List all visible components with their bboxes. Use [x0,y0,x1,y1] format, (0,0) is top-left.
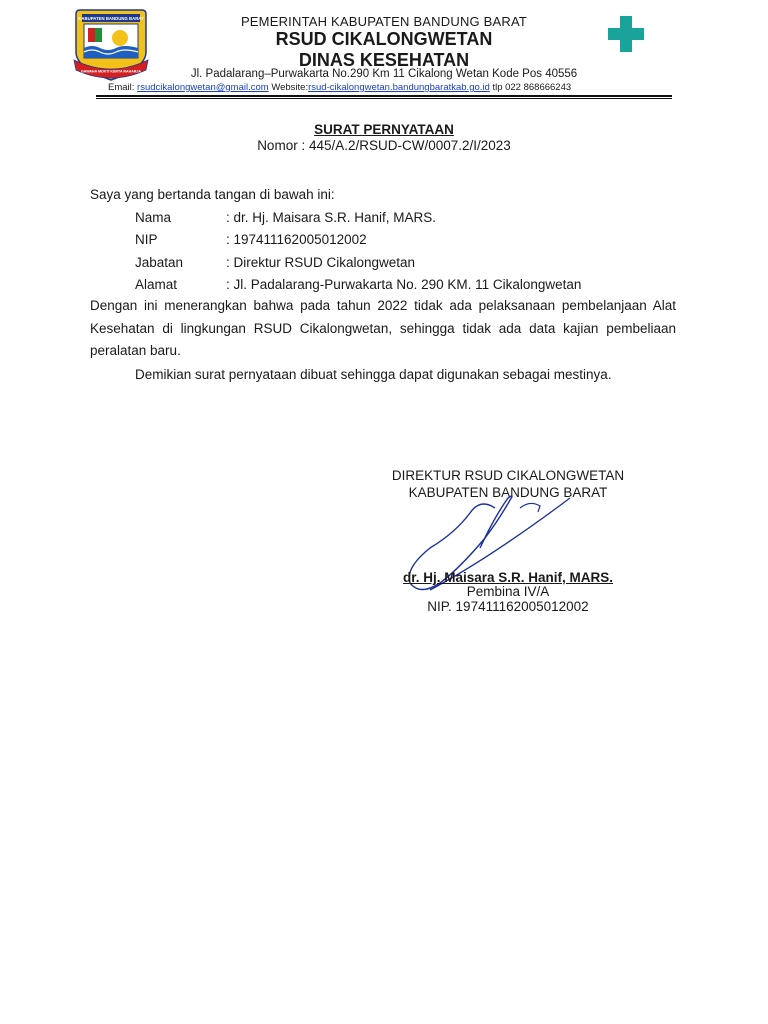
website-link[interactable]: rsud-cikalongwetan.bandungbaratkab.go.id [308,82,490,93]
field-value-nama: : dr. Hj. Maisara S.R. Hanif, MARS. [226,210,437,225]
signatory-rank: Pembina IV/A [466,584,550,599]
email-label: Email: [108,82,135,93]
hospital-address: Jl. Padalarang–Purwakarta No.290 Km 11 Cikalong Wetan Kode Pos 40556 [190,68,578,80]
signatory-nip: NIP. 197411162005012002 [427,599,589,614]
field-label-alamat: Alamat [135,277,178,292]
email-link[interactable]: rsudcikalongwetan@gmail.com [137,82,269,93]
contact-line [108,82,571,93]
government-name: PEMERINTAH KABUPATEN BANDUNG BARAT [240,14,528,29]
field-value-jabatan: : Direktur RSUD Cikalongwetan [226,255,416,270]
letterhead-divider-thin [96,98,672,99]
document-title: SURAT PERNYATAAN [314,122,454,137]
field-value-nip: : 197411162005012002 [226,232,367,247]
field-label-jabatan: Jabatan [135,255,184,270]
closing-text: Demikian surat pernyataan dibuat sehingga dapat digunakan sebagai mestinya. [135,367,612,382]
signatory-position-line1: DIREKTUR RSUD CIKALONGWETAN [391,468,625,483]
field-label-nama: Nama [135,210,172,225]
document-number: Nomor : 445/A.2/RSUD-CW/0007.2/I/2023 [257,138,511,153]
phone-number: tlp 022 868666243 [492,82,572,93]
signatory-name: dr. Hj. Maisara S.R. Hanif, MARS. [402,570,614,585]
emblem-motto: GAWAHA MUKTI KERTA RAHARJA [81,69,141,74]
website-label: Website: [271,82,309,93]
intro-text: Saya yang bertanda tangan di bawah ini: [90,187,335,202]
statement-paragraph: Dengan ini menerangkan bahwa pada tahun 2022 tidak ada pelaksanaan pembelanjaan Alat Kesehatan di lingkungan RSUD Cikalongwetan, sehingga tidak ada data kajian pembeliaan peralatan baru. [90,298,676,359]
field-value-alamat: : Jl. Padalarang-Purwakarta No. 290 KM. 11 Cikalongwetan [226,277,582,292]
department-name: DINAS KESEHATAN [298,50,470,70]
signatory-position-line2: KABUPATEN BANDUNG BARAT [408,485,608,500]
letterhead-divider [96,95,672,97]
hospital-name: RSUD CIKALONGWETAN [275,29,493,49]
field-label-nip: NIP [135,232,158,247]
emblem-top-text: KABUPATEN BANDUNG BARAT [78,16,144,22]
